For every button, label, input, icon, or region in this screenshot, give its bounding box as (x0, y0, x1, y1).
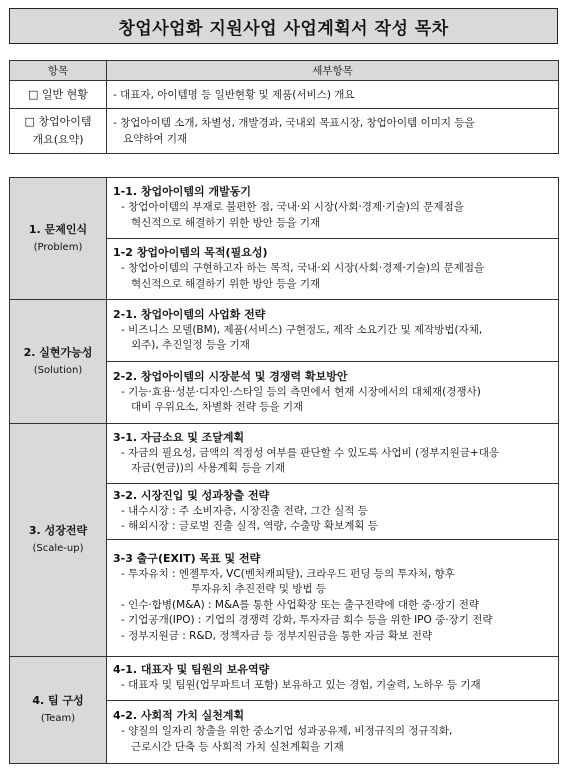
sub-title: 3-1. 자금소요 및 조달계획 (113, 430, 245, 444)
sub-desc (113, 261, 552, 292)
sub-desc (113, 385, 552, 416)
section-row (10, 178, 559, 239)
summary-header-row (10, 61, 559, 81)
section-label-en: (Scale-up) (32, 543, 84, 554)
section-label-scaleup (10, 424, 107, 657)
sub-desc-line: 투자유치 추진전략 및 방법 등 (191, 583, 327, 596)
sub-desc-line: - 대표자 및 팀원(업무파트너 포함) 보유하고 있는 경험, 기술력, 노하우 등 기재 (121, 679, 481, 691)
main-table (9, 177, 559, 764)
sub-title: 2-1. 창업아이템의 사업화 전략 (113, 307, 266, 321)
sub-desc-line: - 투자유치 : 엔젤투자, VC(벤처캐피탈), 크라우드 펀딩 등의 투자처, 향후 (121, 567, 552, 583)
summary-item-overview (10, 109, 107, 154)
sub-desc (113, 724, 552, 755)
section-label: 1. 문제인식 (28, 222, 88, 236)
sub-desc (113, 200, 552, 231)
sub-desc (113, 323, 552, 354)
sub-desc-line: - 정부지원금 : R&D, 정책자금 등 정부지원금을 통한 자금 확보 전략 (121, 629, 552, 645)
sub-desc (113, 567, 552, 645)
header-detail: 세부항목 (107, 61, 559, 81)
summary-detail-overview (107, 109, 559, 154)
sub-desc-line: - 비즈니스 모델(BM), 제품(서비스) 구현정도, 제작 소요기간 및 제작방법(자체, (121, 324, 482, 336)
section-label: 4. 팀 구성 (32, 694, 84, 707)
summary-table (9, 60, 559, 154)
sub-desc (113, 678, 552, 694)
section-row (10, 300, 559, 362)
sub-item (107, 239, 559, 300)
sub-item (107, 178, 559, 239)
sub-desc-line: - 기능·효용·성분·디자인·스타일 등의 측면에서 현재 시장에서의 대체재(경쟁사) (121, 386, 481, 398)
summary-row-overview (10, 109, 559, 154)
sub-item (107, 540, 559, 657)
section-label: 2. 실현가능성 (23, 345, 93, 359)
sub-title: 2-2. 창업아이템의 시장분석 및 경쟁력 확보방안 (113, 369, 348, 383)
sub-desc-line: - 내수시장 : 주 소비자층, 시장진출 전략, 그간 실적 등 (121, 504, 552, 520)
sub-desc-line: - 기업공개(IPO) : 기업의 경쟁력 강화, 투자자금 회수 등을 위한 IPO 중·장기 전략 (121, 613, 552, 629)
summary-detail-general (107, 81, 559, 109)
summary-detail-line: - 대표자, 아이템명 등 일반현황 및 제품(서비스) 개요 (113, 87, 552, 103)
sub-title: 3-3 출구(EXIT) 목표 및 전략 (113, 551, 261, 565)
sub-item (107, 300, 559, 362)
sub-desc-line: 혁신적으로 해결하기 위한 방안 등을 기재 (131, 277, 321, 290)
sub-desc-line: - 양질의 일자리 창출을 위한 중소기업 성과공유제, 비정규직의 정규직화, (121, 725, 452, 737)
section-label-problem (10, 178, 107, 300)
sub-desc-line: 외주), 추진일정 등을 기재 (131, 339, 250, 351)
section-label-en: (Solution) (33, 364, 83, 376)
sub-desc-line: - 창업아이템의 구현하고자 하는 목적, 국내·외 시장(사회·경제·기술)의 문제점을 (121, 262, 484, 274)
sub-desc-line: 대비 우위요소, 차별화 전략 등을 기재 (131, 401, 304, 413)
section-label-solution (10, 300, 107, 424)
sub-desc-line: - 해외시장 : 글로벌 진출 실적, 역량, 수출망 확보계획 등 (121, 519, 552, 535)
section-label: 3. 성장전략 (28, 524, 88, 537)
summary-detail-line: - 창업아이템 소개, 차별성, 개발경과, 국내외 목표시장, 창업아이템 이미지 등을 (113, 115, 552, 131)
summary-item-label: □ 일반 현황 (28, 87, 88, 101)
sub-desc-line: - 창업아이템의 부재로 불편한 점, 국내·외 시장(사회·경제·기술)의 문제점을 (121, 201, 464, 213)
sub-item (107, 362, 559, 424)
sub-item (107, 701, 559, 764)
sub-title: 3-2. 시장진입 및 성과창출 전략 (113, 488, 270, 502)
summary-item-label: □ 창업아이템 (24, 115, 92, 128)
sub-desc-line: 근로시간 단축 등 사회적 가치 실천계획을 기재 (131, 740, 344, 753)
sub-title: 4-2. 사회적 가치 실천계획 (113, 709, 245, 722)
sub-title: 4-1. 대표자 및 팀원의 보유역량 (113, 663, 270, 677)
summary-detail-line-2: 요약하여 기재 (123, 133, 188, 145)
sub-desc-line: - 인수·합병(M&A) : M&A를 통한 사업확장 또는 출구전략에 대한 중·장기 전략 (121, 598, 552, 614)
summary-row-general (10, 81, 559, 109)
sub-title: 1-2 창업아이템의 목적(필요성) (113, 246, 268, 259)
section-label-en: (Team) (40, 713, 76, 724)
summary-item-general (10, 81, 107, 109)
sub-desc (113, 504, 552, 535)
sub-item (107, 484, 559, 540)
sub-title: 1-1. 창업아이템의 개발동기 (113, 185, 251, 198)
section-label-team (10, 657, 107, 764)
page-title: 창업사업화 지원사업 사업계획서 작성 목차 (9, 8, 558, 44)
sub-desc-line: - 자금의 필요성, 금액의 적정성 여부를 판단할 수 있도록 사업비 (정부지원금+대응 (121, 447, 499, 459)
section-row (10, 657, 559, 701)
section-label-en: (Problem) (33, 241, 83, 253)
sub-item (107, 657, 559, 701)
sub-desc (113, 446, 552, 477)
header-item: 항목 (10, 61, 107, 81)
sub-desc-line: 혁신적으로 해결하기 위한 방안 등을 기재 (131, 216, 321, 229)
sub-desc-line: 자금(현금))의 사용계획 등을 기재 (131, 462, 286, 474)
sub-item (107, 424, 559, 484)
summary-item-label-2: 개요(요약) (32, 133, 84, 146)
section-row (10, 424, 559, 484)
